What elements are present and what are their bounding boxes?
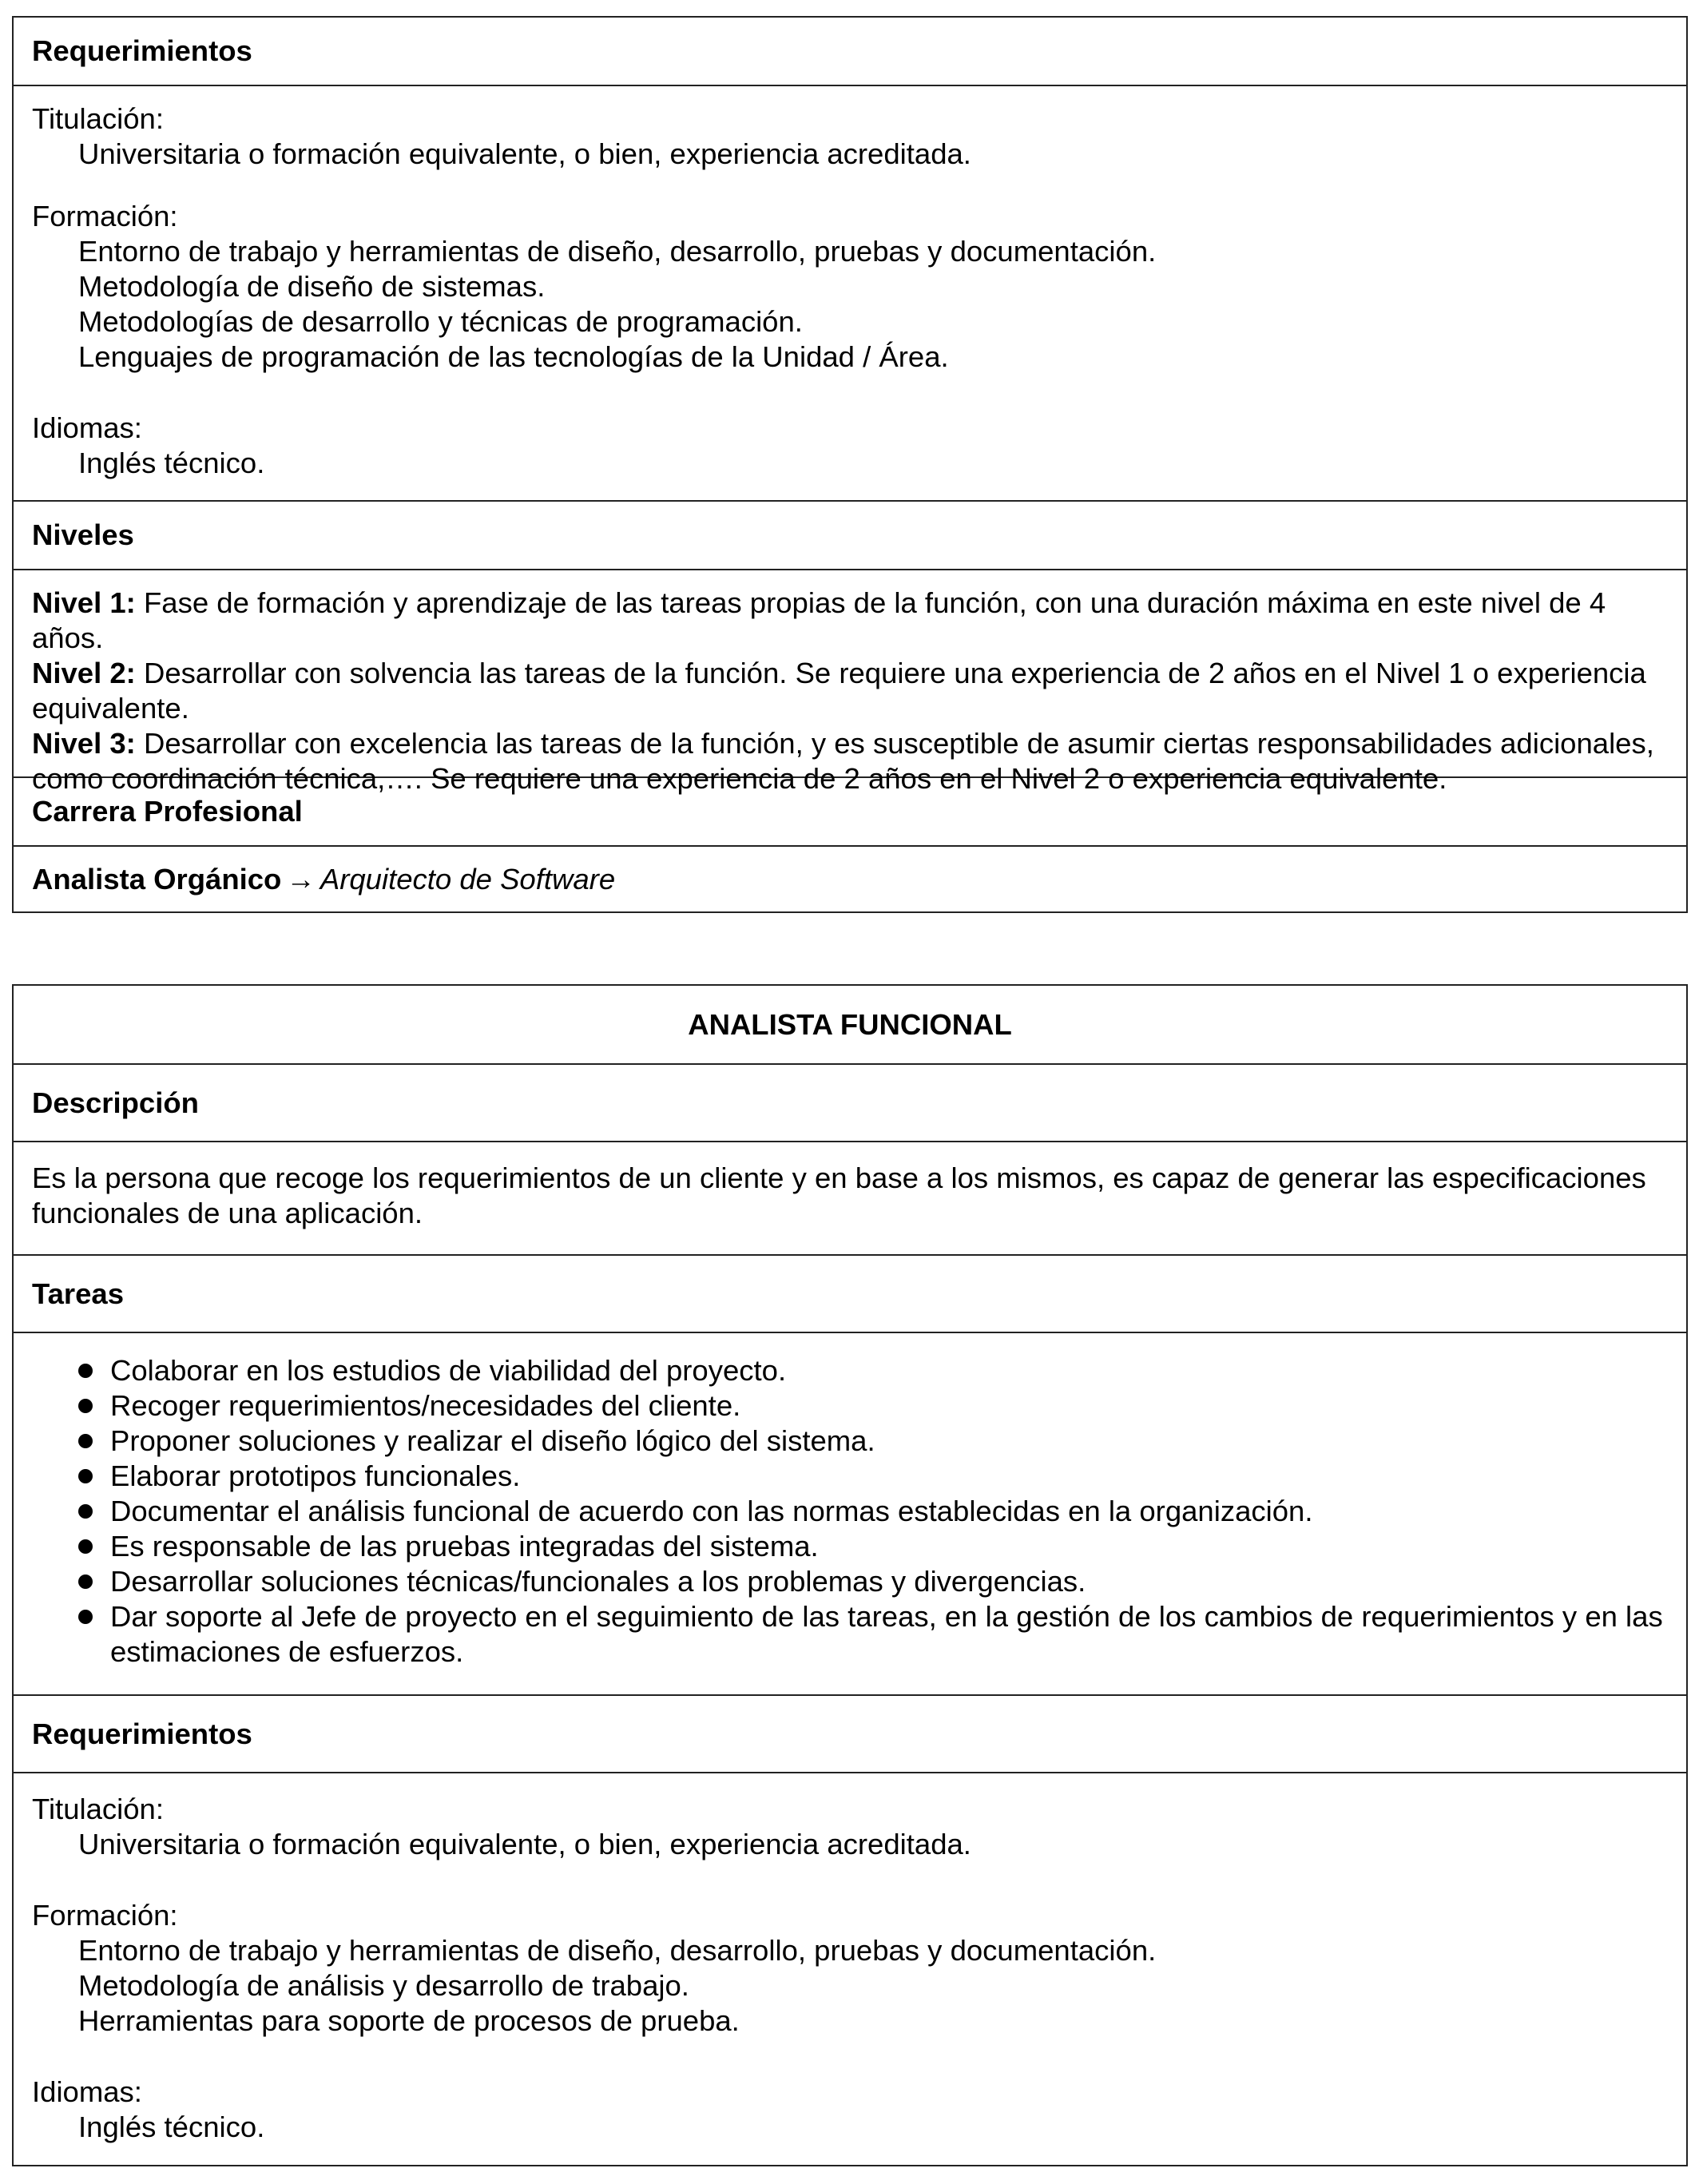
tareas-header: Tareas (32, 1277, 124, 1310)
arrow-right-icon: → (286, 863, 316, 895)
requirements-cell (14, 86, 1686, 502)
titulacion-item: Universitaria o formación equivalente, o bien, experiencia acreditada. (78, 1828, 971, 1860)
niveles-header-row (14, 502, 1686, 570)
title-row (14, 986, 1686, 1065)
formacion-item: Herramientas para soporte de procesos de prueba. (78, 2004, 740, 2037)
tareas-cell (14, 1333, 1686, 1696)
carrera-header: Carrera Profesional (32, 795, 303, 828)
nivel-3-label: Nivel 3: (32, 727, 136, 760)
idiomas-item: Inglés técnico. (78, 2111, 265, 2143)
requirements-header-row (14, 18, 1686, 86)
formacion-item: Metodologías de desarrollo y técnicas de programación. (78, 305, 803, 338)
descripcion-text: Es la persona que recoge los requerimientos de un cliente y en base a los mismos, es capaz de generar las especificaciones funcionales de una aplicación. (32, 1161, 1646, 1229)
list-item: Colaborar en los estudios de viabilidad del proyecto. (32, 1353, 1672, 1388)
nivel-2-text: Nivel 2: Desarrollar con solvencia las tareas de la función. Se requiere una experiencia de 2 años en el Nivel 1 o experiencia equivalente. (32, 657, 1646, 725)
formacion-item: Lenguajes de programación de las tecnologías de la Unidad / Área. (78, 340, 949, 373)
titulacion-label: Titulación: (32, 1793, 164, 1825)
requirements-header-row (14, 1696, 1686, 1773)
list-item: Elaborar prototipos funcionales. (32, 1459, 1672, 1494)
formacion-label: Formación: (32, 200, 178, 232)
bullet-icon (78, 1364, 93, 1378)
descripcion-cell (14, 1142, 1686, 1256)
list-item: Dar soporte al Jefe de proyecto en el seguimiento de las tareas, en la gestión de los cambios de requerimientos y en las estimaciones de esfuerzos. (32, 1599, 1672, 1670)
nivel-2-label: Nivel 2: (32, 657, 136, 689)
formacion-label: Formación: (32, 1899, 178, 1932)
list-item: Es responsable de las pruebas integradas del sistema. (32, 1529, 1672, 1564)
list-item: Recoger requerimientos/necesidades del cliente. (32, 1388, 1672, 1424)
analista-funcional-table (12, 984, 1688, 2166)
formacion-item: Metodología de análisis y desarrollo de trabajo. (78, 1969, 689, 2002)
bullet-icon (78, 1434, 93, 1448)
formacion-item: Metodología de diseño de sistemas. (78, 270, 546, 303)
idiomas-label: Idiomas: (32, 2075, 142, 2108)
idiomas-label: Idiomas: (32, 411, 142, 444)
nivel-3-text: Nivel 3: Desarrollar con excelencia las tareas de la función, y es susceptible de asumir ciertas responsabilidades adicionales, como coordinación técnica,…. Se requiere una experiencia de 2 años en el Nivel 2 o experiencia equivalente. (32, 727, 1654, 795)
niveles-cell (14, 570, 1686, 795)
list-item: Desarrollar soluciones técnicas/funcionales a los problemas y divergencias. (32, 1564, 1672, 1599)
formacion-item: Entorno de trabajo y herramientas de diseño, desarrollo, pruebas y documentación. (78, 1934, 1157, 1967)
bullet-icon (78, 1399, 93, 1413)
carrera-to: Arquitecto de Software (320, 863, 616, 895)
nivel-1-text: Nivel 1: Fase de formación y aprendizaje de las tareas propias de la función, con una duración máxima en este nivel de 4 años. (32, 586, 1606, 654)
bullet-icon (78, 1469, 93, 1483)
titulacion-item: Universitaria o formación equivalente, o bien, experiencia acreditada. (78, 137, 971, 170)
list-item: Documentar el análisis funcional de acuerdo con las normas establecidas en la organización. (32, 1494, 1672, 1529)
descripcion-header: Descripción (32, 1086, 199, 1119)
list-item: Proponer soluciones y realizar el diseño lógico del sistema. (32, 1424, 1672, 1459)
tareas-header-row (14, 1256, 1686, 1333)
formacion-item: Entorno de trabajo y herramientas de diseño, desarrollo, pruebas y documentación. (78, 235, 1157, 268)
carrera-cell (14, 847, 1686, 912)
page-title: ANALISTA FUNCIONAL (688, 1007, 1012, 1041)
descripcion-header-row (14, 1065, 1686, 1142)
job-profile-table-continued (12, 16, 1688, 913)
bullet-icon (78, 1610, 93, 1624)
idiomas-item: Inglés técnico. (78, 447, 265, 479)
bullet-icon (78, 1539, 93, 1554)
requirements-header: Requerimientos (32, 34, 252, 67)
requirements-header: Requerimientos (32, 1717, 252, 1750)
titulacion-label: Titulación: (32, 102, 164, 135)
niveles-header: Niveles (32, 518, 134, 551)
tareas-list (32, 1353, 1672, 1670)
bullet-icon (78, 1574, 93, 1589)
requirements-cell (14, 1773, 1686, 2165)
bullet-icon (78, 1504, 93, 1519)
nivel-1-label: Nivel 1: (32, 586, 136, 619)
carrera-from: Analista Orgánico (32, 863, 282, 895)
